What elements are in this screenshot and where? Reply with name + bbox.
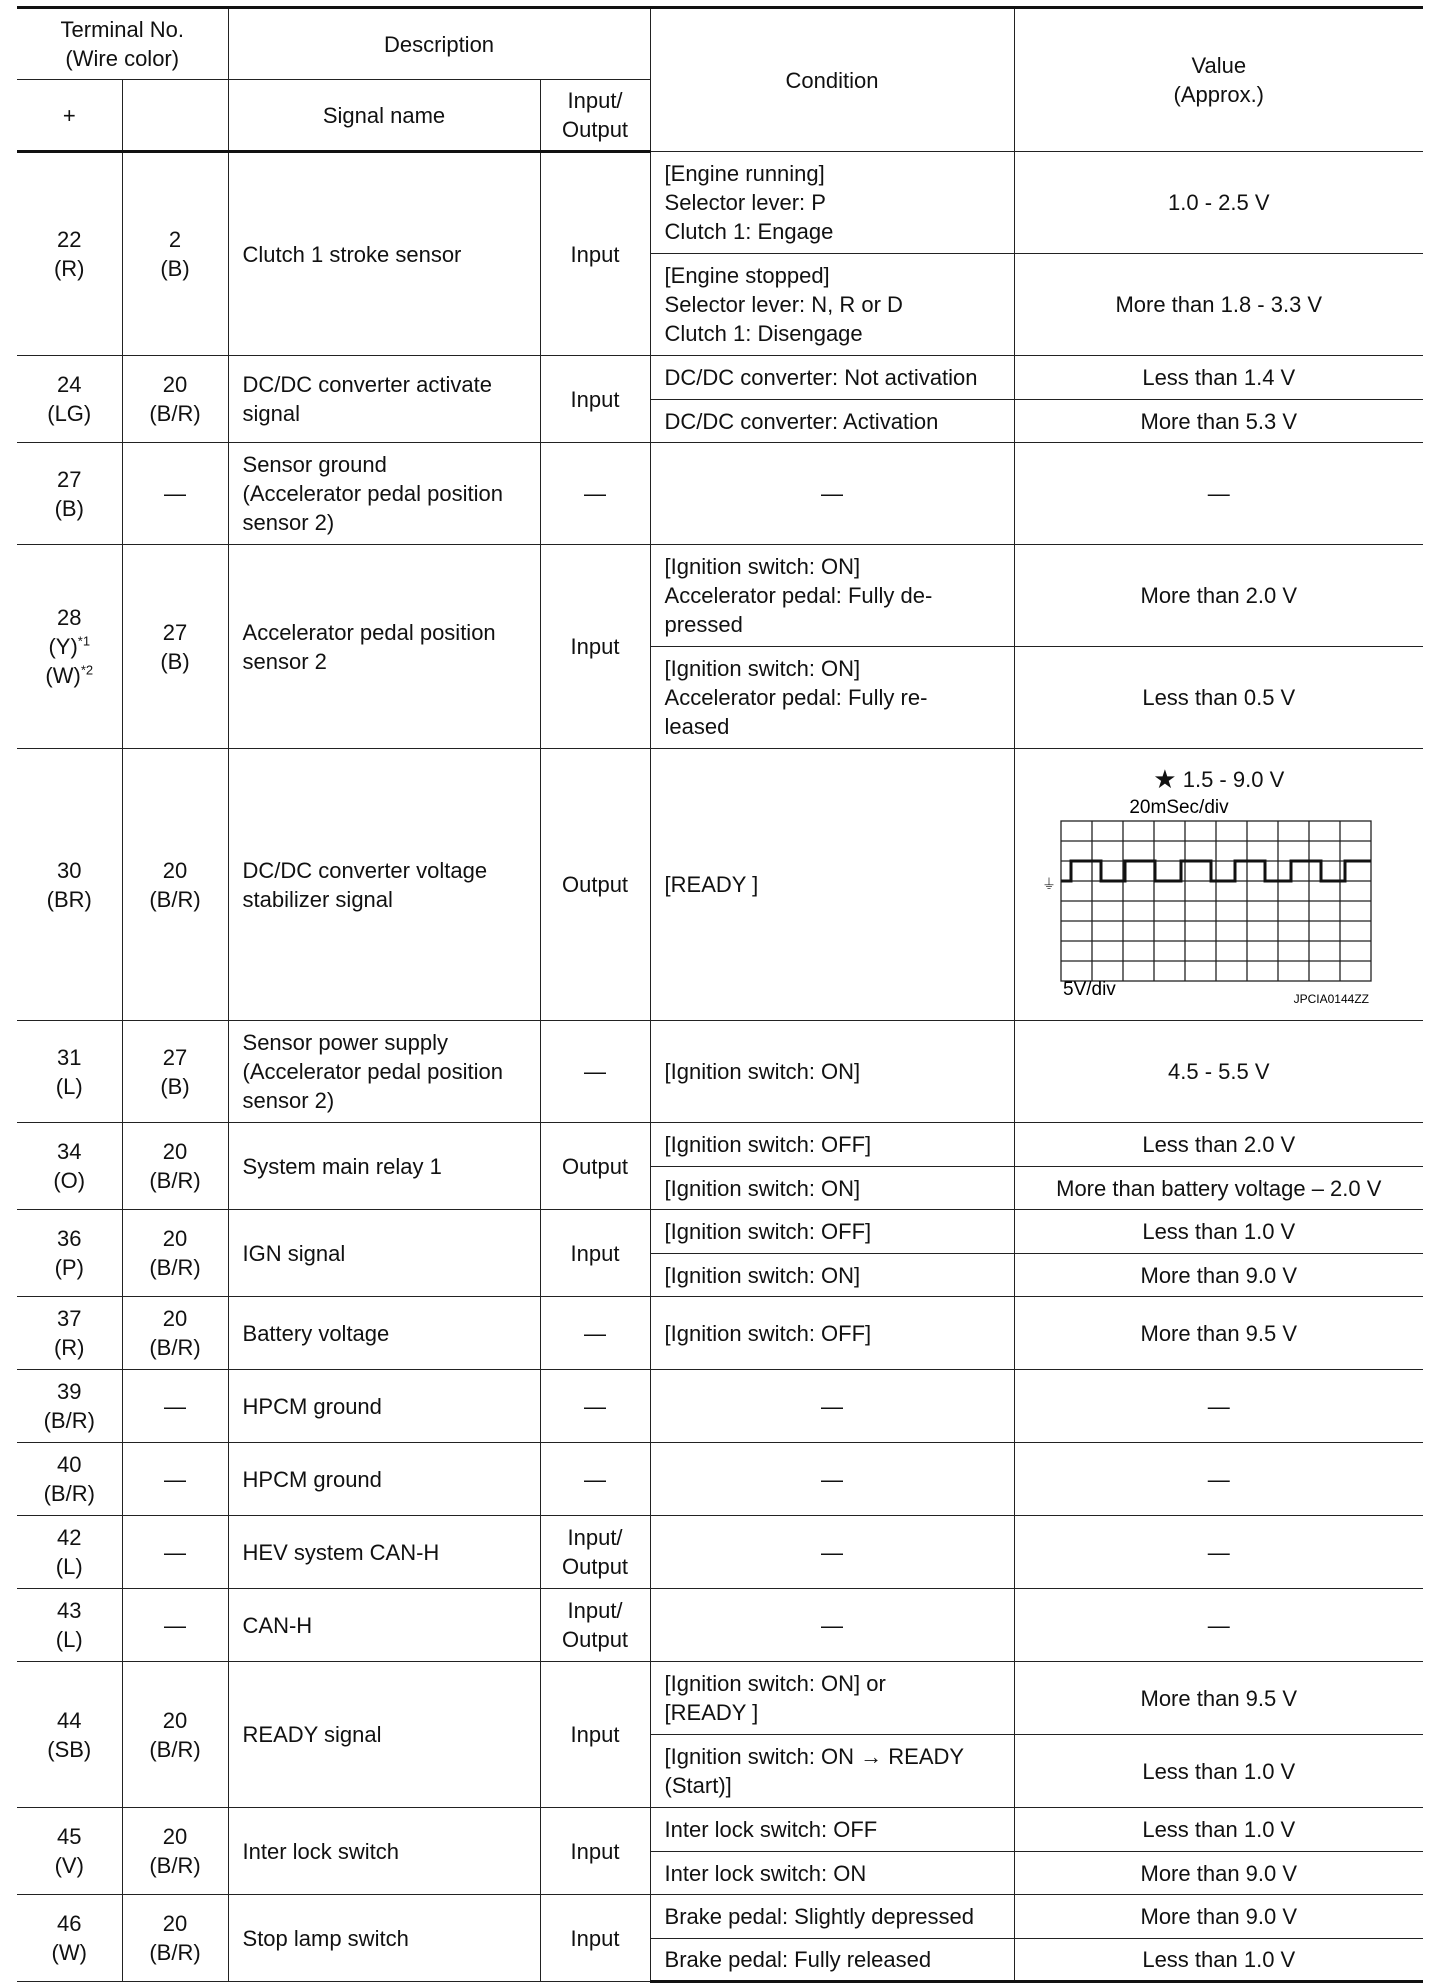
header-minus — [122, 80, 228, 152]
terminal-minus: 27 (B) — [122, 545, 228, 749]
input-output: — — [540, 1443, 650, 1516]
header-condition: Condition — [650, 8, 1014, 152]
terminal-plus — [17, 545, 122, 749]
terminal-minus: — — [122, 1589, 228, 1662]
terminal-minus: 20 (B/R) — [122, 1662, 228, 1808]
condition-cell: [Ignition switch: ON] — [650, 1167, 1014, 1210]
wire-color: (Y) — [48, 634, 78, 659]
terminal-plus: 46 (W) — [17, 1895, 122, 1982]
condition-cell: Brake pedal: Fully released — [650, 1939, 1014, 1982]
value-cell: More than battery voltage – 2.0 V — [1014, 1167, 1423, 1210]
condition-cell: [Engine stopped] Selector lever: N, R or D Clutch 1: Disengage — [650, 254, 1014, 356]
value-cell: More than 9.0 V — [1014, 1254, 1423, 1297]
header-terminal-no — [17, 8, 228, 80]
input-output: Input — [540, 152, 650, 356]
header-input-output: Input/ Output — [540, 80, 650, 152]
terminal-plus: 42 (L) — [17, 1516, 122, 1589]
condition-cell: — — [650, 443, 1014, 545]
terminal-minus: 20 (B/R) — [122, 1808, 228, 1895]
header-value — [1014, 8, 1423, 152]
condition-cell: [Ignition switch: ON] — [650, 1254, 1014, 1297]
value-cell: Less than 2.0 V — [1014, 1123, 1423, 1167]
condition-cell: [Ignition switch: ON → READY (Start)] — [650, 1735, 1014, 1808]
scope-volt-div: 5V/div — [1062, 979, 1116, 1000]
value-cell: Less than 1.0 V — [1014, 1939, 1423, 1982]
value-cell: — — [1014, 1516, 1423, 1589]
input-output: Output — [540, 1123, 650, 1210]
signal-name: System main relay 1 — [228, 1123, 540, 1210]
terminal-minus: — — [122, 1370, 228, 1443]
signal-name: Sensor ground (Accelerator pedal position sensor 2) — [228, 443, 540, 545]
signal-name: IGN signal — [228, 1210, 540, 1297]
condition-cell: DC/DC converter: Not activation — [650, 356, 1014, 400]
condition-cell: [Ignition switch: OFF] — [650, 1297, 1014, 1370]
condition-cell: — — [650, 1443, 1014, 1516]
oscilloscope-value-cell — [1014, 749, 1423, 1021]
input-output: Output — [540, 749, 650, 1021]
signal-name: Battery voltage — [228, 1297, 540, 1370]
oscilloscope-waveform — [1039, 795, 1399, 1005]
terminal-spec-table — [17, 6, 1423, 1983]
terminal-minus: — — [122, 443, 228, 545]
value-cell: Less than 1.0 V — [1014, 1808, 1423, 1852]
value-cell: More than 1.8 - 3.3 V — [1014, 254, 1423, 356]
input-output: — — [540, 1021, 650, 1123]
header-plus: + — [17, 80, 122, 152]
value-cell: More than 9.0 V — [1014, 1852, 1423, 1895]
signal-name: Accelerator pedal position sensor 2 — [228, 545, 540, 749]
scope-time-div: 20mSec/div — [1129, 797, 1229, 818]
condition-cell: [Ignition switch: ON] Accelerator pedal: Fully de- pressed — [650, 545, 1014, 647]
header-wire-color-label: (Wire color) — [65, 46, 180, 71]
signal-name: Stop lamp switch — [228, 1895, 540, 1982]
terminal-plus: 39 (B/R) — [17, 1370, 122, 1443]
star-icon: ★ — [1153, 764, 1177, 794]
signal-name: DC/DC converter activate signal — [228, 356, 540, 443]
terminal-minus: — — [122, 1443, 228, 1516]
condition-cell: [Ignition switch: ON] — [650, 1021, 1014, 1123]
terminal-minus: 20 (B/R) — [122, 1297, 228, 1370]
terminal-plus: 34 (O) — [17, 1123, 122, 1210]
signal-name: CAN-H — [228, 1589, 540, 1662]
terminal-plus: 40 (B/R) — [17, 1443, 122, 1516]
input-output: Input/ Output — [540, 1516, 650, 1589]
condition-cell: — — [650, 1370, 1014, 1443]
terminal-minus: 20 (B/R) — [122, 356, 228, 443]
input-output: Input — [540, 545, 650, 749]
signal-name: HPCM ground — [228, 1443, 540, 1516]
condition-cell: [Engine running] Selector lever: P Clutch 1: Engage — [650, 152, 1014, 254]
condition-cell: [Ignition switch: OFF] — [650, 1123, 1014, 1167]
signal-name: READY signal — [228, 1662, 540, 1808]
signal-name: HEV system CAN-H — [228, 1516, 540, 1589]
input-output: Input — [540, 356, 650, 443]
condition-cell: [READY ] — [650, 749, 1014, 1021]
footnote-mark: *2 — [80, 662, 94, 678]
terminal-number: 28 — [57, 605, 82, 630]
wire-color: (W) — [45, 663, 81, 688]
value-cell: — — [1014, 1443, 1423, 1516]
terminal-plus: 30 (BR) — [17, 749, 122, 1021]
header-terminal-label: Terminal No. — [60, 17, 184, 42]
terminal-minus: 27 (B) — [122, 1021, 228, 1123]
terminal-spec-sheet — [17, 6, 1423, 1983]
header-description: Description — [228, 8, 650, 80]
signal-name: Inter lock switch — [228, 1808, 540, 1895]
ground-marker-icon: ⏚ — [1041, 877, 1056, 893]
value-cell: — — [1014, 1370, 1423, 1443]
condition-cell: DC/DC converter: Activation — [650, 400, 1014, 443]
terminal-minus: 20 (B/R) — [122, 749, 228, 1021]
terminal-plus: 37 (R) — [17, 1297, 122, 1370]
value-cell: More than 2.0 V — [1014, 545, 1423, 647]
condition-cell: Inter lock switch: OFF — [650, 1808, 1014, 1852]
input-output: — — [540, 443, 650, 545]
condition-cell: Inter lock switch: ON — [650, 1852, 1014, 1895]
condition-cell: [Ignition switch: ON] or [READY ] — [650, 1662, 1014, 1735]
input-output: — — [540, 1370, 650, 1443]
terminal-minus: 2 (B) — [122, 152, 228, 356]
scope-value-text: 1.5 - 9.0 V — [1182, 767, 1285, 792]
header-signal-name: Signal name — [228, 80, 540, 152]
terminal-plus: 24 (LG) — [17, 356, 122, 443]
terminal-plus: 31 (L) — [17, 1021, 122, 1123]
terminal-minus: — — [122, 1516, 228, 1589]
figure-code: JPCIA0144ZZ — [1293, 992, 1369, 1005]
scope-grid — [1061, 821, 1371, 981]
terminal-plus: 27 (B) — [17, 443, 122, 545]
footnote-mark: *1 — [77, 633, 91, 649]
input-output: Input/ Output — [540, 1589, 650, 1662]
value-cell: Less than 1.4 V — [1014, 356, 1423, 400]
signal-name: HPCM ground — [228, 1370, 540, 1443]
header-value-label: Value — [1191, 53, 1247, 78]
signal-name: Clutch 1 stroke sensor — [228, 152, 540, 356]
terminal-minus: 20 (B/R) — [122, 1895, 228, 1982]
condition-cell: [Ignition switch: ON] Accelerator pedal: Fully re- leased — [650, 647, 1014, 749]
input-output: Input — [540, 1895, 650, 1982]
value-cell: More than 5.3 V — [1014, 400, 1423, 443]
terminal-plus: 43 (L) — [17, 1589, 122, 1662]
value-cell: Less than 1.0 V — [1014, 1735, 1423, 1808]
header-approx-label: (Approx.) — [1173, 82, 1265, 107]
signal-name: DC/DC converter voltage stabilizer signal — [228, 749, 540, 1021]
value-cell: — — [1014, 1589, 1423, 1662]
terminal-minus: 20 (B/R) — [122, 1123, 228, 1210]
value-cell: Less than 1.0 V — [1014, 1210, 1423, 1254]
scope-value — [1015, 764, 1424, 795]
condition-cell: — — [650, 1589, 1014, 1662]
value-cell: More than 9.5 V — [1014, 1297, 1423, 1370]
input-output: — — [540, 1297, 650, 1370]
value-cell: — — [1014, 443, 1423, 545]
terminal-plus: 44 (SB) — [17, 1662, 122, 1808]
input-output: Input — [540, 1210, 650, 1297]
input-output: Input — [540, 1662, 650, 1808]
signal-name: Sensor power supply (Accelerator pedal position sensor 2) — [228, 1021, 540, 1123]
input-output: Input — [540, 1808, 650, 1895]
condition-cell: — — [650, 1516, 1014, 1589]
terminal-plus: 36 (P) — [17, 1210, 122, 1297]
terminal-plus: 45 (V) — [17, 1808, 122, 1895]
value-cell: Less than 0.5 V — [1014, 647, 1423, 749]
condition-cell: [Ignition switch: OFF] — [650, 1210, 1014, 1254]
value-cell: 1.0 - 2.5 V — [1014, 152, 1423, 254]
value-cell: More than 9.5 V — [1014, 1662, 1423, 1735]
terminal-minus: 20 (B/R) — [122, 1210, 228, 1297]
terminal-plus: 22 (R) — [17, 152, 122, 356]
value-cell: 4.5 - 5.5 V — [1014, 1021, 1423, 1123]
value-cell: More than 9.0 V — [1014, 1895, 1423, 1939]
condition-cell: Brake pedal: Slightly depressed — [650, 1895, 1014, 1939]
